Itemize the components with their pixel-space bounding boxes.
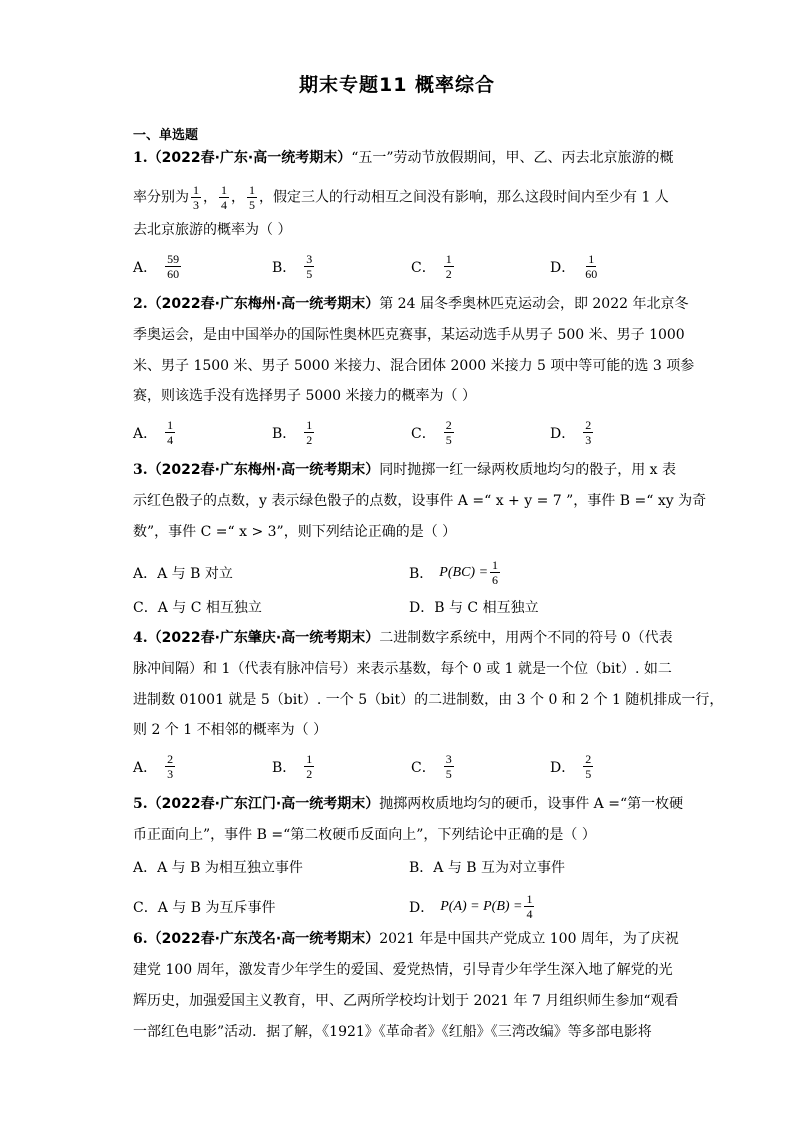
q5-line-1 bbox=[133, 794, 683, 814]
q1-options bbox=[133, 252, 693, 281]
q6-source: （2022春·广东茂名·高一统考期末） bbox=[147, 931, 380, 947]
q3-text-1: 同时抛掷一红一绿两枚质地均匀的骰子，用 x 表 bbox=[379, 462, 677, 478]
q1-fraction-3: $\frac{1}{5}$ bbox=[249, 183, 255, 212]
q2-line-2: 季奥运会，是由中国举办的国际性奥林匹克赛事，某运动选手从男子 500 米、男子 1000 bbox=[133, 327, 685, 343]
section-heading: 一、单选题 bbox=[133, 128, 199, 143]
q3-option-d[interactable]: D．B 与 C 相互独立 bbox=[409, 600, 539, 616]
q1-option-c[interactable]: C． $\frac{1}{2}$ bbox=[411, 252, 452, 281]
q2-text-1: 第 24 届冬季奥林匹克运动会，即 2022 年北京冬 bbox=[379, 296, 689, 312]
q5-option-d[interactable]: D． P(A) = P(B) = $\frac{1}{4}$ bbox=[409, 892, 533, 921]
q5-options-row-1 bbox=[133, 857, 693, 877]
q2-option-a[interactable]: A． $\frac{1}{4}$ bbox=[133, 418, 174, 447]
q2-option-d[interactable]: D． $\frac{2}{3}$ bbox=[550, 418, 592, 447]
q2-options bbox=[133, 418, 693, 447]
q5-line-2: 币正面向上”，事件 B =“第二枚硬币反面向上”，下列结论中正确的是（ ） bbox=[133, 827, 596, 843]
q2-source: （2022春·广东梅州·高一统考期末） bbox=[147, 296, 380, 312]
q1-fraction-2: $\frac{1}{4}$ bbox=[221, 183, 227, 212]
q4-option-b[interactable]: B． $\frac{1}{2}$ bbox=[272, 752, 313, 781]
q3-number: 3. bbox=[133, 462, 148, 478]
q2-line-1 bbox=[133, 294, 688, 314]
q1-option-b[interactable]: B． $\frac{3}{5}$ bbox=[272, 252, 313, 281]
q4-option-d[interactable]: D． $\frac{2}{5}$ bbox=[550, 752, 592, 781]
q1-number: 1. bbox=[133, 150, 148, 166]
q5-text-1: 抛掷两枚质地均匀的硬币，设事件 A =“第一枚硬 bbox=[379, 796, 684, 812]
q3-options-row-1 bbox=[133, 558, 693, 587]
q5-source: （2022春·广东江门·高一统考期末） bbox=[147, 796, 380, 812]
q4-number: 4. bbox=[133, 630, 148, 646]
q1-line-3: 去北京旅游的概率为（ ） bbox=[133, 222, 292, 238]
q3-source: （2022春·广东梅州·高一统考期末） bbox=[147, 462, 380, 478]
q1-option-d[interactable]: D． $\frac{1}{60}$ bbox=[550, 252, 598, 281]
q1-text-2b: ，假定三人的行动相互之间没有影响，那么这段时间内至少有 1 人 bbox=[259, 189, 669, 206]
q2-option-c[interactable]: C． $\frac{2}{5}$ bbox=[411, 418, 452, 447]
q4-line-4: 则 2 个 1 不相邻的概率为（ ） bbox=[133, 722, 328, 738]
q3-options-row-2 bbox=[133, 597, 693, 617]
q3-option-b[interactable]: B． P(BC) = $\frac{1}{6}$ bbox=[409, 558, 499, 587]
q6-line-2: 建党 100 周年，激发青少年学生的爱国、爱党热情，引导青少年学生深入地了解党的光 bbox=[133, 962, 673, 978]
q2-line-4: 赛，则该选手没有选择男子 5000 米接力的概率为（ ） bbox=[133, 388, 476, 404]
q4-option-c[interactable]: C． $\frac{3}{5}$ bbox=[411, 752, 452, 781]
q1-line-2: 率分别为 $\frac{1}{3}$ ， $\frac{1}{4}$ ， $\frac{1}{5}$ ，假定三人的行动相互之间没有影响，那么这段时间内至少有 1 人 bbox=[133, 183, 669, 212]
page-title: 期末专题11 概率综合 bbox=[298, 74, 496, 96]
q3-line-1 bbox=[133, 460, 676, 480]
q6-line-3: 辉历史，加强爱国主义教育，甲、乙两所学校均计划于 2021 年 7 月组织师生参加“观看 bbox=[133, 993, 679, 1009]
q5-number: 5. bbox=[133, 796, 148, 812]
q4-source: （2022春·广东肇庆·高一统考期末） bbox=[147, 630, 380, 646]
q4-option-a[interactable]: A． $\frac{2}{3}$ bbox=[133, 752, 174, 781]
q1-source: （2022春·广东·高一统考期末） bbox=[147, 150, 352, 166]
q2-option-b[interactable]: B． $\frac{1}{2}$ bbox=[272, 418, 313, 447]
q6-text-1: 2021 年是中国共产党成立 100 周年，为了庆祝 bbox=[379, 931, 679, 947]
q6-line-1 bbox=[133, 929, 679, 949]
q3-option-a[interactable]: A．A 与 B 对立 bbox=[133, 565, 233, 582]
q4-line-1 bbox=[133, 628, 673, 648]
q5-options-row-2 bbox=[133, 892, 693, 921]
q3-line-2: 示红色骰子的点数，y 表示绿色骰子的点数，设事件 A =“ x + y = 7 ”，事件 B =“ xy 为奇 bbox=[133, 493, 707, 509]
q4-line-2: 脉冲间隔）和 1（代表有脉冲信号）来表示基数，每个 0 或 1 就是一个位（bit）. 如二 bbox=[133, 661, 672, 677]
q5-option-a[interactable]: A．A 与 B 为相互独立事件 bbox=[133, 860, 303, 876]
q1-option-a[interactable]: A． $\frac{59}{60}$ bbox=[133, 252, 180, 281]
q1-fraction-1: $\frac{1}{3}$ bbox=[193, 183, 199, 212]
q1-text-1: “五一”劳动节放假期间，甲、乙、丙去北京旅游的概 bbox=[351, 150, 674, 166]
q6-number: 6. bbox=[133, 931, 148, 947]
q2-line-3: 米、男子 1500 米、男子 5000 米接力、混合团体 2000 米接力 5 项中等可能的选 3 项参 bbox=[133, 358, 695, 374]
q4-line-3: 进制数 01001 就是 5（bit）. 一个 5（bit）的二进制数，由 3 个 0 和 2 个 1 随机排成一行， bbox=[133, 692, 724, 708]
q1-text-2a: 率分别为 bbox=[133, 189, 189, 206]
q1-line-1 bbox=[133, 148, 674, 168]
q4-options bbox=[133, 752, 693, 781]
q5-option-b[interactable]: B．A 与 B 互为对立事件 bbox=[409, 860, 566, 876]
q2-number: 2. bbox=[133, 296, 148, 312]
q6-line-4: 一部红色电影”活动．据了解，《1921》《革命者》《红船》《三湾改编》等多部电影将 bbox=[133, 1024, 652, 1040]
q5-option-c[interactable]: C．A 与 B 为互斥事件 bbox=[133, 899, 276, 916]
q3-line-3: 数”，事件 C =“ x > 3”，则下列结论正确的是（ ） bbox=[133, 524, 457, 540]
q4-text-1: 二进制数字系统中，用两个不同的符号 0（代表 bbox=[379, 630, 673, 646]
q3-option-c[interactable]: C．A 与 C 相互独立 bbox=[133, 600, 262, 616]
